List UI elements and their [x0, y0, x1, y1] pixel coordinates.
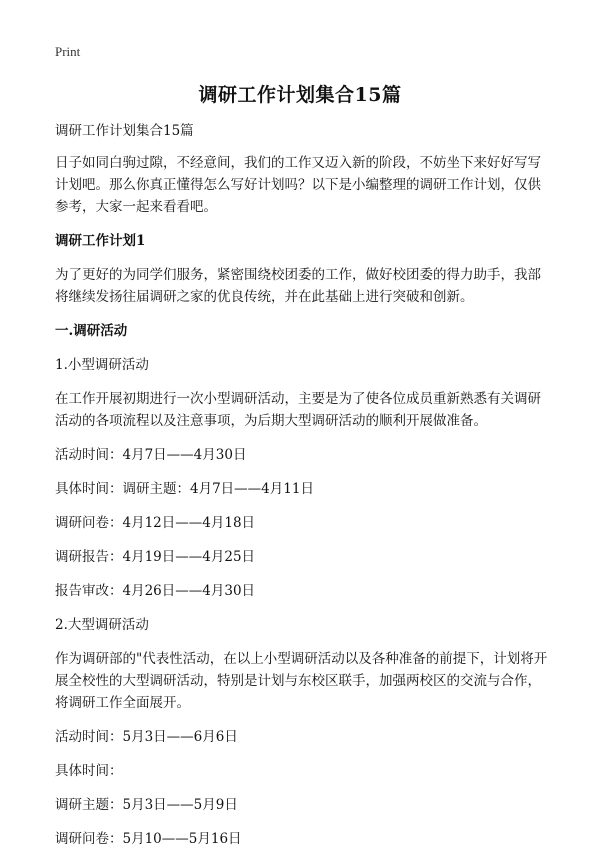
- intro-paragraph: 日子如同白驹过隙，不经意间，我们的工作又迈入新的阶段，不妨坐下来好好写写计划吧。那么你真正懂得怎么写好计划吗？以下是小编整理的调研工作计划，仅供参考，大家一起来看看吧。: [55, 155, 541, 215]
- schedule-item: 调研问卷：4月12日——4月18日: [55, 515, 256, 531]
- print-label[interactable]: Print: [55, 44, 81, 59]
- schedule-item: 活动时间：4月7日——4月30日: [55, 447, 247, 463]
- subsection-paragraph: 在工作开展初期进行一次小型调研活动，主要是为了使各位成员重新熟悉有关调研活动的各项流程以及注意事项，为后期大型调研活动的顺利开展做准备。: [55, 391, 541, 429]
- document-body: [55, 120, 550, 850]
- document-subtitle: 调研工作计划集合15篇: [55, 123, 194, 139]
- subsection-heading: 2.大型调研活动: [55, 617, 149, 633]
- schedule-item: 活动时间：5月3日——6月6日: [55, 729, 238, 745]
- schedule-item: 调研问卷：5月10——5月16日: [55, 831, 242, 847]
- section-heading: 调研工作计划1: [55, 233, 146, 249]
- subsection-heading: 1.小型调研活动: [55, 357, 149, 373]
- section-paragraph: 为了更好的为同学们服务，紧密围绕校团委的工作，做好校团委的得力助手，我部将继续发扬往届调研之家的优良传统，并在此基础上进行突破和创新。: [55, 267, 541, 305]
- schedule-item: 调研主题：5月3日——5月9日: [55, 797, 238, 813]
- document-title: 调研工作计划集合15篇: [198, 84, 402, 106]
- subsection-paragraph: 作为调研部的"代表性活动，在以上小型调研活动以及各种准备的前提下，计划将开展全校性的大型调研活动，特别是计划与东校区联手，加强两校区的交流与合作，将调研工作全面展开。: [55, 651, 548, 711]
- schedule-item: 具体时间：: [55, 763, 123, 779]
- schedule-item: 报告审改：4月26日——4月30日: [55, 583, 256, 599]
- schedule-item: 具体时间：调研主题：4月7日——4月11日: [55, 481, 314, 497]
- schedule-item: 调研报告：4月19日——4月25日: [55, 549, 256, 565]
- part-heading: 一.调研活动: [55, 323, 128, 339]
